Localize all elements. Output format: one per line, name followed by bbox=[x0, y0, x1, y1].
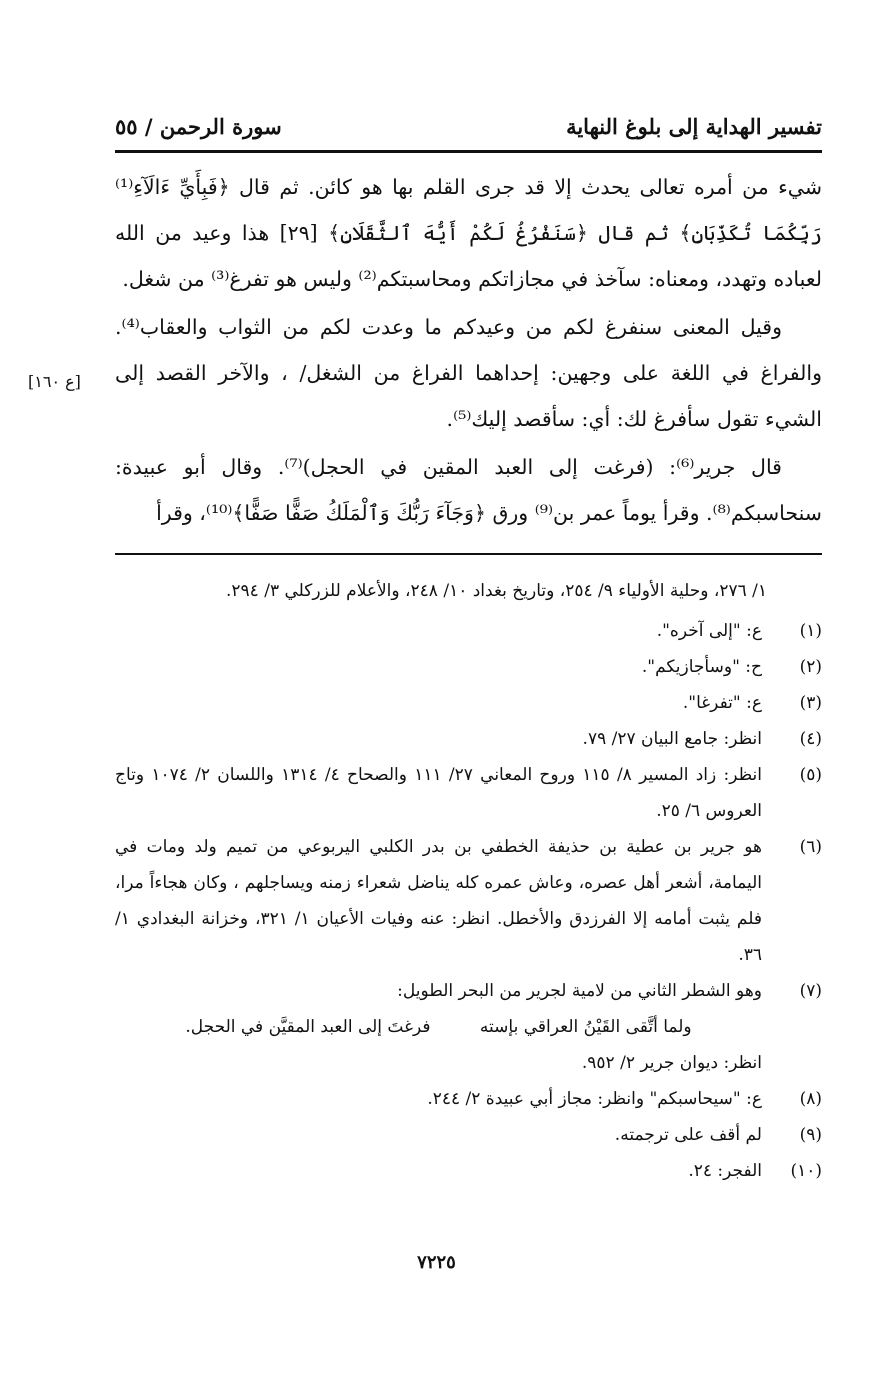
verse-hemistich-second: فرغتَ إلى العبد المقيَّن في الحجل. bbox=[185, 1017, 431, 1037]
footnote-number: (٧) bbox=[799, 981, 822, 1001]
footnote-10 bbox=[115, 1153, 822, 1189]
verse-hemistich-first: ولما أتَّقى القَيْنُ العراقي بإسته bbox=[479, 1017, 692, 1037]
footnote-text: لم أقف على ترجمته. bbox=[614, 1125, 762, 1145]
footnote-text: ع: "سيحاسبكم" وانظر: مجاز أبي عبيدة ٢/ ٢٤٤. bbox=[427, 1089, 762, 1109]
footnote-reference: انظر: ديوان جرير ٢/ ٩٥٢. bbox=[581, 1053, 762, 1073]
footnote-number: (٣) bbox=[799, 693, 822, 713]
footnote-8 bbox=[115, 1081, 822, 1117]
footnote-text-block bbox=[115, 973, 762, 1081]
footnote-number: (٨) bbox=[799, 1089, 822, 1109]
footnote-5 bbox=[115, 757, 822, 829]
footnote-2 bbox=[115, 649, 822, 685]
footnote-1 bbox=[115, 613, 822, 649]
poetry-verse bbox=[115, 1009, 762, 1045]
footnote-text: ع: "تفرغا". bbox=[682, 693, 762, 713]
footnote-rule bbox=[115, 553, 822, 555]
footnote-text: ع: "إلى آخره". bbox=[656, 621, 762, 641]
footnote-9 bbox=[115, 1117, 822, 1153]
footnote-number: (٩) bbox=[799, 1125, 822, 1145]
footnote-7 bbox=[115, 973, 822, 1081]
main-paragraph-3: قال جرير⁽⁶⁾: (فرغت إلى العبد المقين في الحجل)⁽⁷⁾. وقال أبو عبيدة: سنحاسبكم⁽⁸⁾. وقرأ يوماً عمر بن⁽⁹⁾ ورق ﴿وَجَآءَ رَبُّكَ وَٱلْمَلَكُ صَفًّا صَفًّا﴾⁽¹⁰⁾، وقرأ bbox=[115, 455, 822, 525]
footnote-number: (١٠) bbox=[790, 1161, 822, 1181]
surah-label: سورة الرحمن / ٥٥ bbox=[115, 113, 282, 139]
footnote-text: وهو الشطر الثاني من لامية لجرير من البحر الطويل: bbox=[397, 981, 762, 1001]
footnote-text: هو جرير بن عطية بن حذيفة الخطفي بن بدر الكلبي اليربوعي من تميم ولد ومات في اليمامة، أشعر أهل عصره، وعاش عمره كله يناضل شعراء زمنه ويساجلهم ، وكان هجاءاً مرا، فلم يثبت أمامه إلا الفرزدق والأخطل. انظر: عنه وفيات الأعيان ١/ ٣٢١، وخزانة البغدادي ١/ ٣٦. bbox=[115, 837, 762, 965]
footnote-number: (٤) bbox=[799, 729, 822, 749]
footnotes bbox=[115, 573, 822, 1189]
footnote-text: انظر: جامع البيان ٢٧/ ٧٩. bbox=[582, 729, 762, 749]
running-header bbox=[115, 104, 822, 148]
footnote-number: (١) bbox=[799, 621, 822, 641]
main-text bbox=[115, 164, 822, 536]
main-paragraph-1: شيء من أمره تعالى يحدث إلا قد جرى القلم بها هو كائن. ثم قال ﴿فَبِأَيِّ ءَالَآءِ⁽¹⁾ رَبِّكُمَا تُكَذِّبَانِ﴾ ثم قال ﴿سَنَفْرُغُ لَكُمْ أَيُّهَ ٱلثَّقَلَانِ﴾ [٢٩] هذا وعيد من الله لعباده وتهدد، ومعناه: سآخذ في مجازاتكم ومحاسبتكم⁽²⁾ وليس هو تفرغ⁽³⁾ من شغل. bbox=[115, 175, 822, 291]
margin-note: [ع ١٦٠] bbox=[28, 372, 81, 391]
footnote-number: (٢) bbox=[799, 657, 822, 677]
footnote-number: (٥) bbox=[799, 765, 822, 785]
footnote-carryover: ١/ ٢٧٦، وحلية الأولياء ٩/ ٢٥٤، وتاريخ بغداد ١٠/ ٢٤٨، والأعلام للزركلي ٣/ ٢٩٤. bbox=[225, 581, 767, 601]
main-paragraph-2: وقيل المعنى سنفرغ لكم من وعيدكم ما وعدت لكم من الثواب والعقاب⁽⁴⁾. والفراغ في اللغة على وجهين: إحداهما الفراغ من الشغل/ ، والآخر القصد إلى الشيء تقول سأفرغ لك: أي: سأقصد إليك⁽⁵⁾. bbox=[115, 315, 822, 431]
footnote-6 bbox=[115, 829, 822, 973]
page-number: ٧٢٢٥ bbox=[417, 1252, 456, 1273]
footnote-number: (٦) bbox=[799, 837, 822, 857]
footnote-text: انظر: زاد المسير ٨/ ١١٥ وروح المعاني ٢٧/ ١١١ والصحاح ٤/ ١٣١٤ واللسان ٢/ ١٠٧٤ وتاج العروس ٦/ ٢٥. bbox=[115, 765, 762, 821]
footnote-4 bbox=[115, 721, 822, 757]
book-title: تفسير الهداية إلى بلوغ النهاية bbox=[566, 113, 822, 139]
footnote-text: ح: "وسأجازيكم". bbox=[641, 657, 762, 677]
footnote-3 bbox=[115, 685, 822, 721]
footnote-text: الفجر: ٢٤. bbox=[688, 1161, 762, 1181]
header-rule bbox=[115, 150, 822, 153]
